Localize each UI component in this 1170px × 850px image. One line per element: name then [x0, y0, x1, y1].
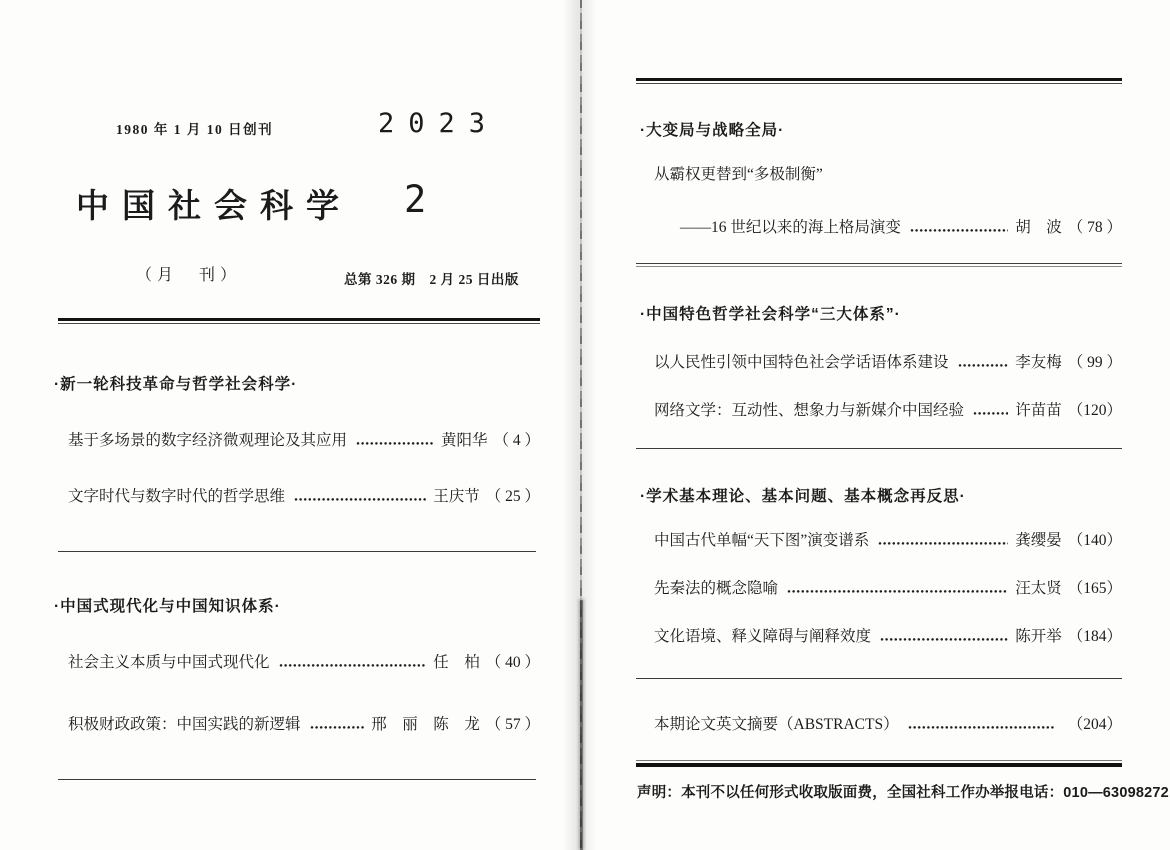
- section-title: ·学术基本理论、基本问题、基本概念再反思·: [640, 488, 966, 505]
- dot-leader: [880, 638, 1008, 641]
- dot-leader: [973, 412, 1008, 415]
- article-author: 汪太贤: [1015, 580, 1062, 597]
- article-author: 胡 波: [1015, 219, 1062, 236]
- article-page: （ 57 ）: [485, 716, 540, 733]
- dot-leader: [356, 442, 434, 445]
- article-subtitle: ——16 世纪以来的海上格局演变: [680, 219, 901, 236]
- article-title: 从霸权更替到“多极制衡”: [654, 166, 823, 183]
- toc-entry: [654, 624, 1122, 646]
- section-divider: [58, 551, 536, 552]
- article-title: 网络文学：互动性、想象力与新媒介中国经验: [654, 402, 965, 419]
- abstracts-title: 本期论文英文摘要（ABSTRACTS）: [654, 716, 899, 733]
- dot-leader: [910, 229, 1008, 232]
- dot-leader: [310, 726, 365, 729]
- article-title: 中国古代单幅“天下图”演变谱系: [654, 532, 870, 549]
- article-page: （ 4 ）: [493, 432, 540, 449]
- article-page: （140）: [1067, 532, 1122, 549]
- article-title: 社会主义本质与中国式现代化: [68, 654, 270, 671]
- article-title: 先秦法的概念隐喻: [654, 580, 779, 597]
- article-author: 李友梅: [1015, 354, 1062, 371]
- dot-leader: [958, 364, 1009, 367]
- article-author: 王庆节: [433, 488, 480, 505]
- dot-leader: [279, 664, 427, 667]
- footer-statement: 声明：本刊不以任何形式收取版面费，全国社科工作办举报电话：010—63098272: [637, 785, 1169, 801]
- article-author: 黄阳华: [440, 432, 488, 449]
- toc-entry: [654, 350, 1122, 372]
- toc-entry: [654, 398, 1122, 420]
- abstracts-entry: [654, 712, 1122, 734]
- masthead-divider: [58, 318, 540, 324]
- publication-info: 总第 326 期 2 月 25 日出版: [344, 272, 519, 287]
- article-title: 积极财政政策：中国实践的新逻辑: [68, 716, 301, 733]
- section-divider: [636, 263, 1122, 267]
- footer-rule: [636, 760, 1122, 767]
- dot-leader: [908, 726, 1055, 729]
- article-page: （ 78 ）: [1067, 219, 1122, 236]
- article-page: （184）: [1067, 628, 1122, 645]
- page-fold-line-dark: [580, 600, 583, 850]
- article-page: （ 40 ）: [485, 654, 540, 671]
- article-title: 文化语境、释义障碍与阐释效度: [654, 628, 872, 645]
- section-title: ·中国式现代化与中国知识体系·: [54, 598, 281, 615]
- section-divider: [58, 779, 536, 780]
- toc-entry: [654, 576, 1122, 598]
- section-title: ·大变局与战略全局·: [640, 122, 785, 139]
- toc-entry: [68, 484, 540, 506]
- article-title: 基于多场景的数字经济微观理论及其应用: [68, 432, 348, 449]
- journal-title: 中国社会科学: [76, 189, 352, 225]
- toc-entry: [68, 428, 540, 450]
- abstracts-page: （204）: [1067, 716, 1122, 733]
- article-author: 任 柏: [433, 654, 480, 671]
- toc-entry: [680, 215, 1122, 237]
- article-page: （ 99 ）: [1067, 354, 1122, 371]
- toc-entry: [654, 528, 1122, 550]
- toc-entry: [68, 712, 540, 734]
- article-page: （120）: [1067, 402, 1122, 419]
- section-title: ·中国特色哲学社会科学“三大体系”·: [640, 306, 901, 323]
- toc-entry: [68, 650, 540, 672]
- article-author: 邢 丽 陈 龙: [371, 716, 480, 733]
- article-title: 文字时代与数字时代的哲学思维: [68, 488, 286, 505]
- article-author: 陈开举: [1015, 628, 1062, 645]
- issue-number: 2: [404, 178, 427, 221]
- article-page: （165）: [1067, 580, 1122, 597]
- founding-date: 1980 年 1 月 10 日创刊: [116, 122, 274, 137]
- article-page: （ 25 ）: [485, 488, 540, 505]
- frequency-label: （月 刊）: [136, 267, 242, 284]
- article-author: 许苗苗: [1015, 402, 1062, 419]
- section-title: ·新一轮科技革命与哲学社会科学·: [54, 376, 298, 393]
- dot-leader: [787, 590, 1008, 593]
- section-divider: [636, 448, 1122, 449]
- article-title: 以人民性引领中国特色社会学话语体系建设: [654, 354, 949, 371]
- dot-leader: [878, 542, 1008, 545]
- article-author: 龚缨晏: [1015, 532, 1062, 549]
- page-top-rule: [636, 78, 1122, 84]
- issue-year: 2023: [378, 108, 500, 139]
- section-divider: [636, 678, 1122, 679]
- dot-leader: [294, 498, 426, 501]
